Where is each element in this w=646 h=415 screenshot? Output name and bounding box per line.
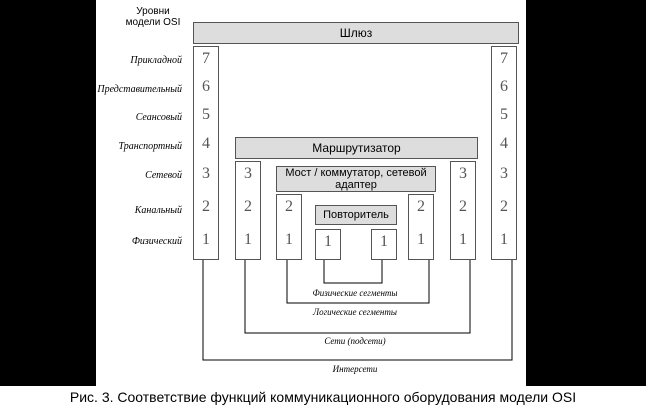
- label-internetwork: Интерсети: [332, 364, 378, 374]
- label-physical-segments: Физические сегменты: [312, 288, 398, 298]
- bridge-right-2: 2: [417, 198, 425, 215]
- left-full-3: 3: [202, 165, 210, 182]
- bridge-left-2: 2: [285, 198, 293, 215]
- level-label-5: Сеансовый: [135, 112, 182, 123]
- bracket-physical: [324, 260, 382, 283]
- level-label-7: Прикладной: [130, 55, 182, 66]
- right-full-7: 7: [500, 50, 508, 67]
- router-left-1: 1: [244, 231, 252, 248]
- left-full-2: 2: [202, 198, 210, 215]
- right-full-5: 5: [500, 106, 508, 123]
- figure-caption: Рис. 3. Соответствие функций коммуникационного оборудования модели OSI: [69, 389, 577, 405]
- bridge-box: Мост / коммутатор, сетевой адаптер: [276, 166, 436, 192]
- gateway-box: Шлюз: [193, 22, 519, 44]
- level-label-1: Физический: [131, 236, 182, 247]
- router-right-1: 1: [459, 231, 467, 248]
- level-label-6: Представительный: [97, 84, 182, 95]
- left-full-4: 4: [202, 135, 210, 152]
- router-left-3: 3: [244, 165, 252, 182]
- left-full-5: 5: [202, 106, 210, 123]
- level-label-2: Канальный: [134, 205, 182, 216]
- right-full-1: 1: [500, 231, 508, 248]
- repeater-left-1: 1: [324, 233, 332, 250]
- repeater-box: Повторитель: [315, 205, 397, 225]
- repeater-right-1: 1: [380, 233, 388, 250]
- level-label-4: Транспортный: [118, 141, 182, 152]
- left-full-1: 1: [202, 231, 210, 248]
- right-full-2: 2: [500, 198, 508, 215]
- bridge-right-1: 1: [417, 231, 425, 248]
- right-full-3: 3: [500, 165, 508, 182]
- right-full-4: 4: [500, 135, 508, 152]
- label-networks: Сети (подсети): [324, 336, 386, 346]
- level-label-3: Сетевой: [145, 170, 182, 181]
- router-box: Маршрутизатор: [235, 137, 478, 159]
- router-left-2: 2: [244, 198, 252, 215]
- left-full-6: 6: [202, 78, 210, 95]
- osi-levels-header: Уровни модели OSI: [125, 6, 181, 28]
- bridge-left-1: 1: [285, 231, 293, 248]
- router-right-3: 3: [459, 165, 467, 182]
- label-logical-segments: Логические сегменты: [313, 307, 397, 317]
- router-right-2: 2: [459, 198, 467, 215]
- left-full-7: 7: [202, 50, 210, 67]
- right-full-6: 6: [500, 78, 508, 95]
